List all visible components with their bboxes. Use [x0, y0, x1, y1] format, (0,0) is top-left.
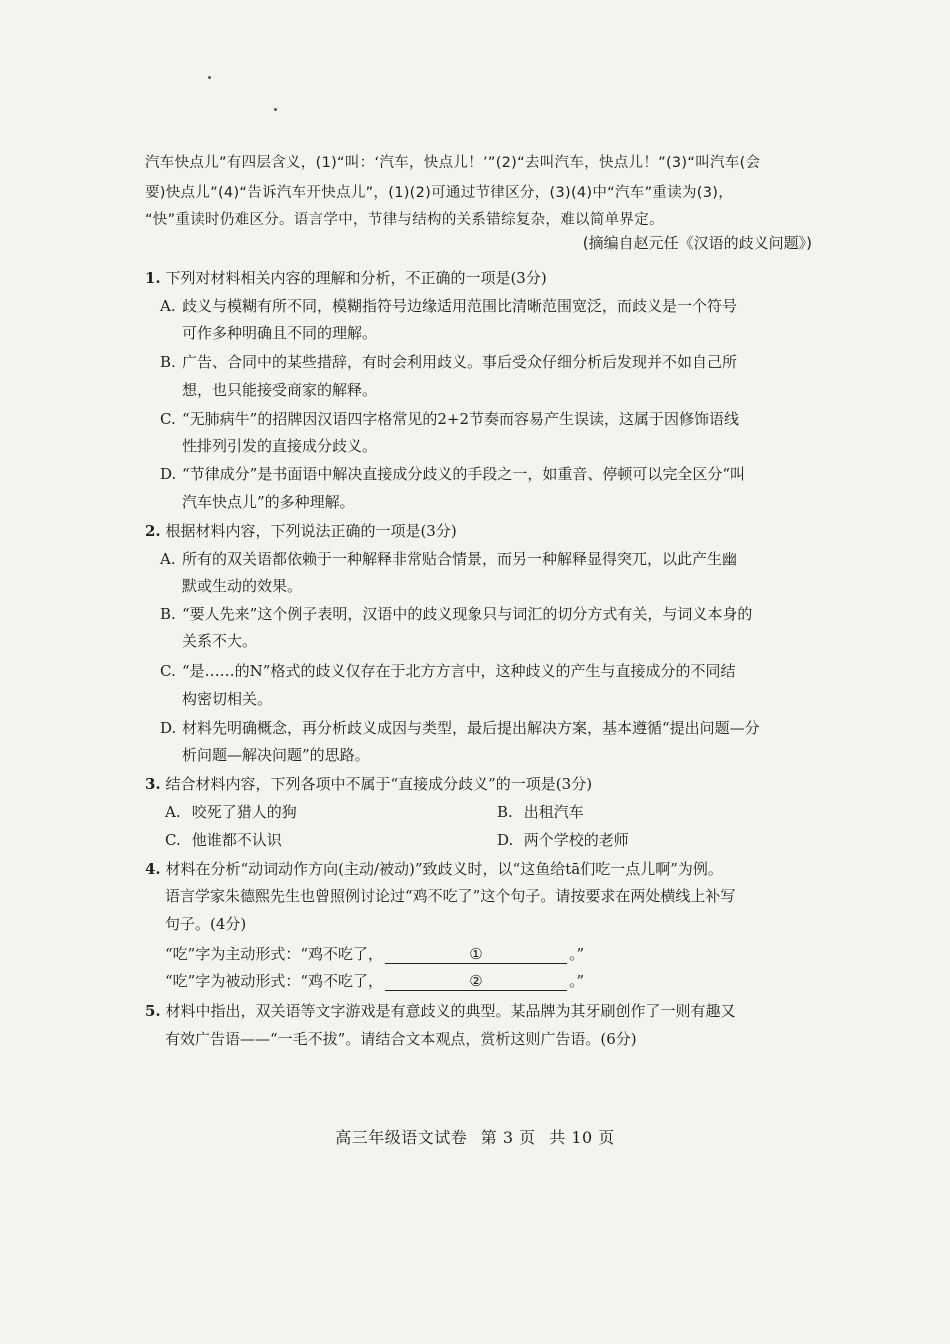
question-5-stem-cont: 有效广告语——“一毛不拔”。请结合文本观点，赏析这则广告语。(6分)	[165, 1030, 637, 1048]
answer-blank-1[interactable]: ①	[385, 945, 567, 964]
page-total: 共 10 页	[549, 1128, 615, 1147]
q1-option-d: D. “节律成分”是书面语中解决直接成分歧义的手段之一，如重音、停顿可以完全区分“叫	[160, 465, 746, 483]
question-text: 材料中指出，双关语等文字游戏是有意歧义的典型。某品牌为其牙刷创作了一则有趣又	[165, 1002, 736, 1020]
scan-speck	[274, 108, 277, 111]
q3-option-b: B. 出租汽车	[497, 803, 584, 821]
question-text: 下列对材料相关内容的理解和分析，不正确的一项是(3分)	[165, 269, 547, 287]
q1-option-d-cont: 汽车快点儿”的多种理解。	[182, 493, 355, 511]
page-number: 第 3 页	[480, 1128, 536, 1147]
q2-option-d: D. 材料先明确概念，再分析歧义成因与类型，最后提出解决方案，基本遵循“提出问题—分	[160, 719, 760, 737]
q1-option-a-cont: 可作多种明确且不同的理解。	[182, 324, 378, 342]
q2-option-d-cont: 析问题—解决问题”的思路。	[182, 746, 370, 764]
question-text: 结合材料内容，下列各项中不属于“直接成分歧义”的一项是(3分)	[165, 775, 593, 793]
question-number: 3.	[145, 775, 161, 793]
q3-option-a: A. 咬死了猎人的狗	[165, 803, 297, 821]
q2-option-c-cont: 构密切相关。	[182, 690, 273, 708]
question-number: 2.	[145, 522, 161, 540]
q2-option-c: C. “是……的N”格式的歧义仅存在于北方方言中，这种歧义的产生与直接成分的不同结	[160, 662, 736, 680]
q1-option-a: A. 歧义与模糊有所不同，模糊指符号边缘适用范围比清晰范围宽泛，而歧义是一个符号	[160, 297, 738, 315]
q2-option-b-cont: 关系不大。	[182, 632, 258, 650]
page-footer	[0, 1125, 950, 1148]
question-4-stem-cont: 句子。(4分)	[165, 915, 247, 933]
question-4-stem	[145, 859, 825, 879]
q2-option-a: A. 所有的双关语都依赖于一种解释非常贴合情景，而另一种解释显得突兀，以此产生幽	[160, 550, 738, 568]
question-number: 4.	[145, 860, 161, 878]
q1-option-c-cont: 性排列引发的直接成分歧义。	[182, 437, 378, 455]
question-number: 1.	[145, 269, 161, 287]
q1-option-b-cont: 想，也只能接受商家的解释。	[182, 381, 378, 399]
q1-option-b: B. 广告、合同中的某些措辞，有时会利用歧义。事后受众仔细分析后发现并不如自己所	[160, 353, 738, 371]
q1-option-c: C. “无肺病牛”的招牌因汉语四字格常见的2+2节奏而容易产生误读，这属于因修饰语线	[160, 410, 739, 428]
question-2-stem	[145, 521, 825, 541]
q2-option-a-cont: 默或生动的效果。	[182, 577, 303, 595]
passage-line: “快”重读时仍难区分。语言学中，节律与结构的关系错综复杂，难以简单界定。	[145, 212, 664, 228]
passage-source: (摘编自赵元任《汉语的歧义问题》)	[582, 234, 812, 252]
q4-fill-1: “吃”字为主动形式：“鸡不吃了， ① 。”	[165, 945, 585, 963]
q3-option-d: D. 两个学校的老师	[497, 831, 629, 849]
question-text: 根据材料内容，下列说法正确的一项是(3分)	[165, 522, 457, 540]
question-number: 5.	[145, 1002, 161, 1020]
exam-title: 高三年级语文试卷	[335, 1128, 468, 1147]
question-1-stem	[145, 268, 825, 288]
q3-option-c: C. 他谁都不认识	[165, 831, 282, 849]
q2-option-b: B. “要人先来”这个例子表明，汉语中的歧义现象只与词汇的切分方式有关，与词义本身的	[160, 605, 753, 623]
passage-line: 要)快点儿”(4)“告诉汽车开快点儿”，(1)(2)可通过节律区分，(3)(4)中“汽车”重读为(3)，	[145, 185, 734, 201]
answer-blank-2[interactable]: ②	[385, 972, 567, 991]
question-5-stem	[145, 1001, 825, 1021]
q4-fill-2: “吃”字为被动形式：“鸡不吃了， ② 。”	[165, 972, 585, 990]
scan-speck	[208, 76, 211, 79]
passage-line: 汽车快点儿”有四层含义，(1)“叫：‘汽车，快点儿！’”(2)“去叫汽车，快点儿！”(3)“叫汽车(会	[145, 155, 761, 171]
question-3-stem	[145, 774, 825, 794]
question-4-stem-cont: 语言学家朱德熙先生也曾照例讨论过“鸡不吃了”这个句子。请按要求在两处横线上补写	[165, 887, 736, 905]
question-text: 材料在分析“动词动作方向(主动/被动)”致歧义时，以“这鱼给tā们吃一点儿啊”为例。	[165, 860, 723, 878]
